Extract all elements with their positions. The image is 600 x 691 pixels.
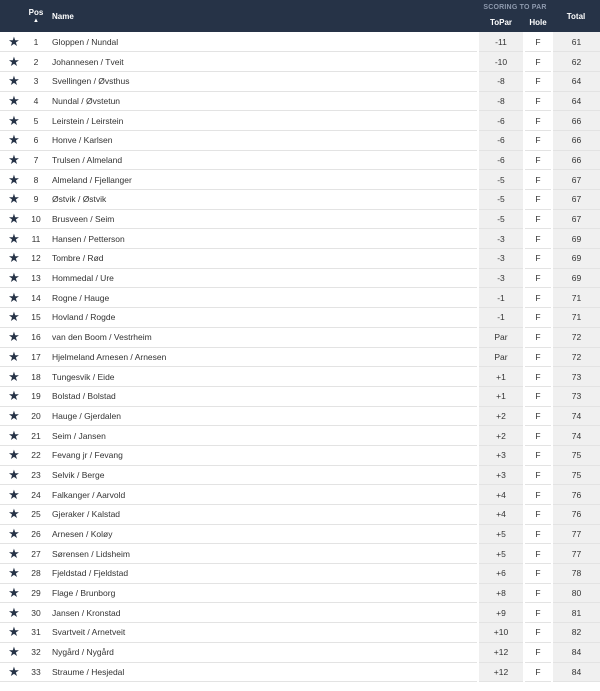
total-cell: 62	[552, 52, 600, 72]
star-icon[interactable]: ★	[0, 367, 28, 387]
total-cell: 69	[552, 249, 600, 269]
total-cell: 80	[552, 583, 600, 603]
topar-cell: -5	[478, 190, 524, 210]
hole-cell: F	[524, 367, 552, 387]
hole-cell: F	[524, 505, 552, 525]
topar-cell: -6	[478, 111, 524, 131]
hole-cell: F	[524, 445, 552, 465]
topar-cell: -10	[478, 52, 524, 72]
hole-cell: F	[524, 91, 552, 111]
position-cell: 5	[28, 111, 44, 131]
position-cell: 29	[28, 583, 44, 603]
star-icon[interactable]: ★	[0, 465, 28, 485]
topar-cell: +10	[478, 623, 524, 643]
star-icon[interactable]: ★	[0, 544, 28, 564]
total-cell: 66	[552, 111, 600, 131]
position-cell: 8	[28, 170, 44, 190]
star-icon[interactable]: ★	[0, 209, 28, 229]
total-cell: 78	[552, 564, 600, 584]
table-row[interactable]	[0, 347, 600, 367]
position-cell: 15	[28, 308, 44, 328]
player-name-cell[interactable]: Svellingen / Øvsthus	[44, 71, 478, 91]
hole-cell: F	[524, 150, 552, 170]
player-name-cell[interactable]: Nygård / Nygård	[44, 642, 478, 662]
hole-cell: F	[524, 426, 552, 446]
star-icon[interactable]: ★	[0, 603, 28, 623]
leaderboard-body	[0, 32, 600, 682]
pos-column-header[interactable]	[28, 0, 44, 32]
hole-cell: F	[524, 623, 552, 643]
position-cell: 12	[28, 249, 44, 269]
player-name-cell[interactable]: Østvik / Østvik	[44, 190, 478, 210]
total-cell: 61	[552, 32, 600, 52]
total-cell: 77	[552, 524, 600, 544]
player-name-cell[interactable]: Selvik / Berge	[44, 465, 478, 485]
star-icon[interactable]: ★	[0, 564, 28, 584]
topar-cell: +1	[478, 386, 524, 406]
table-row[interactable]	[0, 229, 600, 249]
hole-cell: F	[524, 288, 552, 308]
topar-cell: -5	[478, 170, 524, 190]
total-cell: 76	[552, 505, 600, 525]
total-cell: 76	[552, 485, 600, 505]
star-icon[interactable]: ★	[0, 32, 28, 52]
player-name-cell[interactable]: Hovland / Rogde	[44, 308, 478, 328]
star-icon[interactable]: ★	[0, 662, 28, 682]
star-icon[interactable]: ★	[0, 308, 28, 328]
table-row[interactable]	[0, 249, 600, 269]
topar-header-label: ToPar	[489, 17, 513, 27]
position-cell: 13	[28, 268, 44, 288]
total-cell: 67	[552, 190, 600, 210]
player-name-cell[interactable]: Almeland / Fjellanger	[44, 170, 478, 190]
hole-cell: F	[524, 111, 552, 131]
position-cell: 3	[28, 71, 44, 91]
hole-cell: F	[524, 249, 552, 269]
table-row[interactable]	[0, 623, 600, 643]
star-icon[interactable]: ★	[0, 327, 28, 347]
position-cell: 25	[28, 505, 44, 525]
table-row[interactable]	[0, 71, 600, 91]
hole-cell: F	[524, 268, 552, 288]
total-cell: 84	[552, 662, 600, 682]
star-icon[interactable]: ★	[0, 347, 28, 367]
total-cell: 72	[552, 327, 600, 347]
player-name-cell[interactable]: Sørensen / Lidsheim	[44, 544, 478, 564]
player-name-cell[interactable]: van den Boom / Vestrheim	[44, 327, 478, 347]
topar-cell: -3	[478, 268, 524, 288]
total-cell: 73	[552, 367, 600, 387]
hole-cell: F	[524, 662, 552, 682]
player-name-cell[interactable]: Trulsen / Almeland	[44, 150, 478, 170]
position-cell: 33	[28, 662, 44, 682]
total-cell: 75	[552, 465, 600, 485]
topar-cell: +4	[478, 485, 524, 505]
topar-cell: -8	[478, 91, 524, 111]
position-cell: 28	[28, 564, 44, 584]
total-cell: 77	[552, 544, 600, 564]
table-row[interactable]	[0, 445, 600, 465]
total-cell: 81	[552, 603, 600, 623]
total-cell: 69	[552, 229, 600, 249]
position-cell: 19	[28, 386, 44, 406]
table-row[interactable]	[0, 52, 600, 72]
position-cell: 11	[28, 229, 44, 249]
hole-cell: F	[524, 229, 552, 249]
position-cell: 10	[28, 209, 44, 229]
table-row[interactable]	[0, 544, 600, 564]
hole-cell: F	[524, 485, 552, 505]
total-cell: 67	[552, 170, 600, 190]
topar-cell: +8	[478, 583, 524, 603]
table-row[interactable]	[0, 406, 600, 426]
topar-cell: -3	[478, 249, 524, 269]
player-name-cell[interactable]: Fjeldstad / Fjeldstad	[44, 564, 478, 584]
hole-cell: F	[524, 642, 552, 662]
position-cell: 23	[28, 465, 44, 485]
total-cell: 75	[552, 445, 600, 465]
table-row[interactable]	[0, 564, 600, 584]
position-cell: 27	[28, 544, 44, 564]
total-cell: 67	[552, 209, 600, 229]
hole-cell: F	[524, 347, 552, 367]
player-name-cell[interactable]: Hjelmeland Arnesen / Arnesen	[44, 347, 478, 367]
table-row[interactable]	[0, 288, 600, 308]
favorite-column-header	[0, 0, 28, 32]
total-cell: 64	[552, 71, 600, 91]
player-name-cell[interactable]: Nundal / Øvstetun	[44, 91, 478, 111]
hole-cell: F	[524, 544, 552, 564]
star-icon[interactable]: ★	[0, 91, 28, 111]
table-row[interactable]	[0, 170, 600, 190]
player-name-cell[interactable]: Fevang jr / Fevang	[44, 445, 478, 465]
star-icon[interactable]: ★	[0, 485, 28, 505]
position-cell: 1	[28, 32, 44, 52]
table-row[interactable]	[0, 603, 600, 623]
star-icon[interactable]: ★	[0, 583, 28, 603]
table-row[interactable]	[0, 505, 600, 525]
star-icon[interactable]: ★	[0, 249, 28, 269]
topar-cell: +12	[478, 662, 524, 682]
star-icon[interactable]: ★	[0, 71, 28, 91]
table-row[interactable]	[0, 91, 600, 111]
hole-cell: F	[524, 170, 552, 190]
position-cell: 9	[28, 190, 44, 210]
header-row	[0, 0, 600, 32]
player-name-cell[interactable]: Bolstad / Bolstad	[44, 386, 478, 406]
topar-cell: +5	[478, 544, 524, 564]
position-cell: 4	[28, 91, 44, 111]
star-icon[interactable]: ★	[0, 426, 28, 446]
total-cell: 71	[552, 288, 600, 308]
table-row[interactable]	[0, 465, 600, 485]
player-name-cell[interactable]: Flage / Brunborg	[44, 583, 478, 603]
player-name-cell[interactable]: Tungesvik / Eide	[44, 367, 478, 387]
total-cell: 74	[552, 426, 600, 446]
star-icon[interactable]: ★	[0, 229, 28, 249]
table-row[interactable]	[0, 111, 600, 131]
topar-cell: -1	[478, 288, 524, 308]
player-name-cell[interactable]: Falkanger / Aarvold	[44, 485, 478, 505]
star-icon[interactable]: ★	[0, 150, 28, 170]
total-cell: 84	[552, 642, 600, 662]
star-icon[interactable]: ★	[0, 52, 28, 72]
table-row[interactable]	[0, 150, 600, 170]
topar-cell: +6	[478, 564, 524, 584]
topar-cell: Par	[478, 347, 524, 367]
position-cell: 2	[28, 52, 44, 72]
topar-cell: Par	[478, 327, 524, 347]
total-cell: 66	[552, 130, 600, 150]
player-name-cell[interactable]: Svartveit / Arnetveit	[44, 623, 478, 643]
table-row[interactable]	[0, 367, 600, 387]
topar-cell: +3	[478, 445, 524, 465]
table-row[interactable]	[0, 662, 600, 682]
position-cell: 20	[28, 406, 44, 426]
player-name-cell[interactable]: Hauge / Gjerdalen	[44, 406, 478, 426]
player-name-cell[interactable]: Johannesen / Tveit	[44, 52, 478, 72]
topar-cell: -3	[478, 229, 524, 249]
topar-cell: +2	[478, 406, 524, 426]
player-name-cell[interactable]: Brusveen / Seim	[44, 209, 478, 229]
player-name-cell[interactable]: Jansen / Kronstad	[44, 603, 478, 623]
hole-cell: F	[524, 71, 552, 91]
hole-cell: F	[524, 130, 552, 150]
name-column-header[interactable]: Name	[52, 11, 74, 21]
table-row[interactable]	[0, 485, 600, 505]
table-row[interactable]	[0, 386, 600, 406]
position-cell: 30	[28, 603, 44, 623]
table-row[interactable]	[0, 209, 600, 229]
table-row[interactable]	[0, 327, 600, 347]
topar-cell: +1	[478, 367, 524, 387]
star-icon[interactable]: ★	[0, 623, 28, 643]
position-cell: 22	[28, 445, 44, 465]
table-row[interactable]	[0, 268, 600, 288]
star-icon[interactable]: ★	[0, 524, 28, 544]
table-row[interactable]	[0, 130, 600, 150]
player-name-cell[interactable]: Seim / Jansen	[44, 426, 478, 446]
hole-cell: F	[524, 308, 552, 328]
topar-cell: -6	[478, 130, 524, 150]
total-cell: 73	[552, 386, 600, 406]
scoring-to-par-group-label: SCORING TO PAR	[483, 4, 547, 11]
hole-cell: F	[524, 327, 552, 347]
star-icon[interactable]: ★	[0, 111, 28, 131]
table-row[interactable]	[0, 308, 600, 328]
pos-header-label: Pos	[28, 8, 44, 17]
star-icon[interactable]: ★	[0, 130, 28, 150]
hole-cell: F	[524, 32, 552, 52]
sort-ascending-icon: ▲	[33, 18, 39, 24]
position-cell: 31	[28, 623, 44, 643]
table-row[interactable]	[0, 426, 600, 446]
position-cell: 18	[28, 367, 44, 387]
topar-cell: +5	[478, 524, 524, 544]
total-cell: 72	[552, 347, 600, 367]
table-row[interactable]	[0, 190, 600, 210]
hole-cell: F	[524, 564, 552, 584]
position-cell: 24	[28, 485, 44, 505]
player-name-cell[interactable]: Leirstein / Leirstein	[44, 111, 478, 131]
player-name-cell[interactable]: Rogne / Hauge	[44, 288, 478, 308]
star-icon[interactable]: ★	[0, 642, 28, 662]
hole-cell: F	[524, 190, 552, 210]
player-name-cell[interactable]: Arnesen / Koløy	[44, 524, 478, 544]
table-row[interactable]	[0, 32, 600, 52]
topar-cell: +9	[478, 603, 524, 623]
position-cell: 14	[28, 288, 44, 308]
hole-cell: F	[524, 603, 552, 623]
star-icon[interactable]: ★	[0, 505, 28, 525]
hole-cell: F	[524, 583, 552, 603]
player-name-cell[interactable]: Hansen / Petterson	[44, 229, 478, 249]
total-cell: 82	[552, 623, 600, 643]
position-cell: 32	[28, 642, 44, 662]
topar-cell: -11	[478, 32, 524, 52]
total-column-header[interactable]: Total	[566, 11, 586, 21]
topar-cell: -8	[478, 71, 524, 91]
position-cell: 6	[28, 130, 44, 150]
player-name-cell[interactable]: Straume / Hesjedal	[44, 662, 478, 682]
table-row[interactable]	[0, 642, 600, 662]
player-name-cell[interactable]: Honve / Karlsen	[44, 130, 478, 150]
position-cell: 26	[28, 524, 44, 544]
hole-cell: F	[524, 52, 552, 72]
player-name-cell[interactable]: Gjeraker / Kalstad	[44, 505, 478, 525]
hole-column-header[interactable]: Hole	[529, 17, 547, 27]
topar-cell: +3	[478, 465, 524, 485]
star-icon[interactable]: ★	[0, 386, 28, 406]
player-name-cell[interactable]: Gloppen / Nundal	[44, 32, 478, 52]
position-cell: 7	[28, 150, 44, 170]
star-icon[interactable]: ★	[0, 170, 28, 190]
star-icon[interactable]: ★	[0, 445, 28, 465]
hole-cell: F	[524, 524, 552, 544]
total-cell: 74	[552, 406, 600, 426]
hole-cell: F	[524, 209, 552, 229]
player-name-cell[interactable]: Tombre / Rød	[44, 249, 478, 269]
topar-cell: -1	[478, 308, 524, 328]
position-cell: 16	[28, 327, 44, 347]
topar-cell: -6	[478, 150, 524, 170]
star-icon[interactable]: ★	[0, 406, 28, 426]
star-icon[interactable]: ★	[0, 288, 28, 308]
hole-cell: F	[524, 406, 552, 426]
position-cell: 17	[28, 347, 44, 367]
topar-cell: +4	[478, 505, 524, 525]
total-cell: 64	[552, 91, 600, 111]
total-cell: 69	[552, 268, 600, 288]
star-icon[interactable]: ★	[0, 268, 28, 288]
player-name-cell[interactable]: Hommedal / Ure	[44, 268, 478, 288]
table-row[interactable]	[0, 583, 600, 603]
total-cell: 71	[552, 308, 600, 328]
table-row[interactable]	[0, 524, 600, 544]
star-icon[interactable]: ★	[0, 190, 28, 210]
topar-cell: +2	[478, 426, 524, 446]
position-cell: 21	[28, 426, 44, 446]
topar-cell: -5	[478, 209, 524, 229]
total-cell: 66	[552, 150, 600, 170]
hole-cell: F	[524, 465, 552, 485]
hole-cell: F	[524, 386, 552, 406]
topar-cell: +12	[478, 642, 524, 662]
